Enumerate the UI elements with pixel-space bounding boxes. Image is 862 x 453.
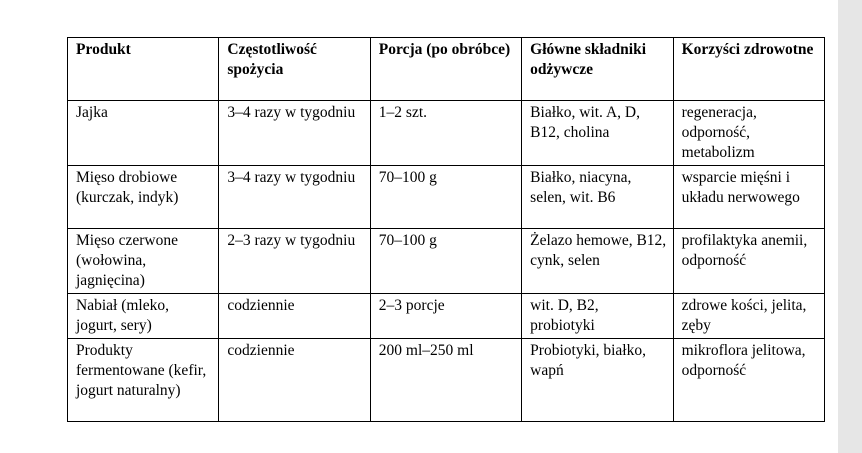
- table-cell: Produkty fermentowane (kefir, jogurt naturalny): [68, 339, 219, 422]
- table-row: [68, 101, 825, 166]
- table-cell: Nabiał (mleko, jogurt, sery): [68, 294, 219, 339]
- table-cell: zdrowe kości, jelita, zęby: [673, 294, 824, 339]
- nutrition-table: [67, 37, 825, 422]
- header-cell-frequency: Częstotliwość spożycia: [219, 38, 370, 101]
- table-cell: Jajka: [68, 101, 219, 166]
- table-cell: profilaktyka anemii, odporność: [673, 229, 824, 294]
- table-cell: 3–4 razy w tygodniu: [219, 166, 370, 229]
- table-cell: Mięso drobiowe (kurczak, indyk): [68, 166, 219, 229]
- table-cell: 70–100 g: [370, 166, 521, 229]
- table-row: [68, 229, 825, 294]
- table-cell: 200 ml–250 ml: [370, 339, 521, 422]
- table-cell: codziennie: [219, 339, 370, 422]
- table-cell: 2–3 razy w tygodniu: [219, 229, 370, 294]
- header-cell-portion: Porcja (po obróbce): [370, 38, 521, 101]
- table-header-row: [68, 38, 825, 101]
- table-cell: Białko, niacyna, selen, wit. B6: [522, 166, 673, 229]
- table-cell: Probiotyki, białko, wapń: [522, 339, 673, 422]
- table-cell: wit. D, B2, probiotyki: [522, 294, 673, 339]
- table-cell: mikroflora jelitowa, odporność: [673, 339, 824, 422]
- table-row: [68, 339, 825, 422]
- table-cell: Białko, wit. A, D, B12, cholina: [522, 101, 673, 166]
- header-cell-benefits: Korzyści zdrowotne: [673, 38, 824, 101]
- table-row: [68, 166, 825, 229]
- table-cell: Mięso czerwone (wołowina, jagnięcina): [68, 229, 219, 294]
- header-cell-product: Produkt: [68, 38, 219, 101]
- table-cell: Żelazo hemowe, B12, cynk, selen: [522, 229, 673, 294]
- table-cell: regeneracja, odporność, metabolizm: [673, 101, 824, 166]
- table-row: [68, 294, 825, 339]
- vertical-scrollbar[interactable]: [838, 0, 862, 453]
- table-cell: codziennie: [219, 294, 370, 339]
- table-cell: 1–2 szt.: [370, 101, 521, 166]
- table-cell: wsparcie mięśni i układu nerwowego: [673, 166, 824, 229]
- header-cell-nutrients: Główne składniki odżywcze: [522, 38, 673, 101]
- table-cell: 70–100 g: [370, 229, 521, 294]
- table-cell: 3–4 razy w tygodniu: [219, 101, 370, 166]
- table-cell: 2–3 porcje: [370, 294, 521, 339]
